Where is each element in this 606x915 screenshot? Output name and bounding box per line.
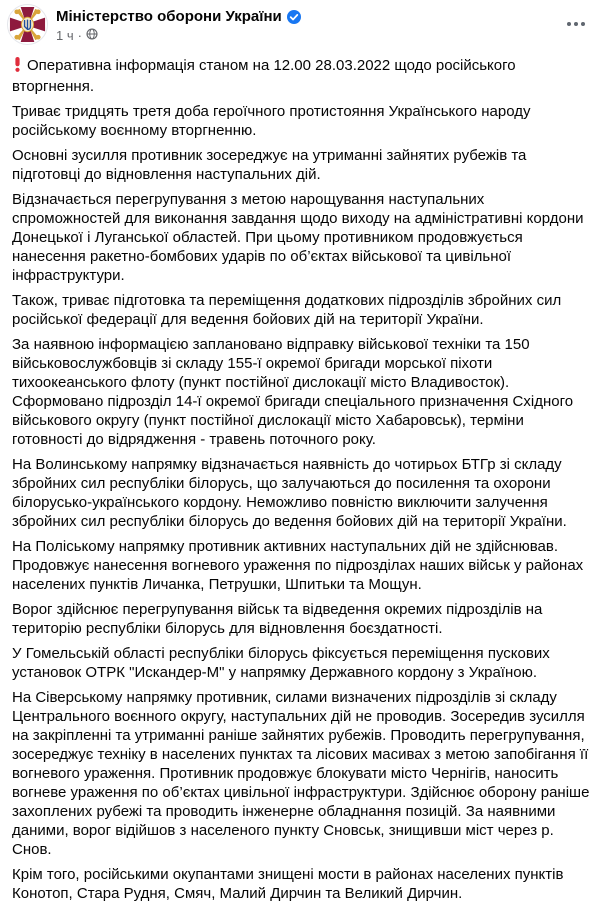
globe-icon — [86, 28, 98, 44]
post-body — [0, 47, 606, 915]
post-paragraph: Основні зусилля противник зосереджує на утриманні зайнятих рубежів та підготовці до відновлення наступальних дій. — [12, 147, 527, 183]
name-row — [56, 4, 560, 26]
post-paragraph: На Волинському напрямку відзначається наявність до чотирьох БТГр зі складу збройних сил республіки білорусь, що залучаються до посилення та охорони білорусько-українського кордону. Неможливо повністю виключити залучення збройних сил республіки білорусь до ведення бойових дій на території України. — [12, 456, 567, 530]
post-paragraph: Триває тридцять третя доба героїчного протистояння Українського народу російському воєнному вторгненню. — [12, 103, 531, 139]
post-paragraph: У Гомельській області республіки білорусь фіксується переміщення пускових установок ОТРК "Искандер-М" у напрямку Державного кордону з Україною. — [12, 645, 550, 681]
post-paragraph: За наявною інформацією заплановано відправку військової техніки та 150 військовослужбовців зі складу 155-ї окремої бригади морської піхоти тихоокеанського флоту (пункт постійної дислокації місто Владивосток). Сформовано підрозділ 14-ї окремої бригади спеціального призначення Східного військового округу (пункт постійної дислокації місто Хабаровськ), терміни готовності до відрядження - травень поточного року. — [12, 336, 574, 448]
post-paragraph: На Поліському напрямку противник активних наступальних дій не здійснював. Продовжує нанесення вогневого ураження по підрозділах наших військ у районах населених пунктів Личанка, Петрушки, Шпитьки та Мощун. — [12, 538, 584, 593]
post-paragraph-lead — [12, 56, 592, 96]
timestamp-link[interactable]: 1 ч — [56, 28, 74, 43]
three-dots-icon — [566, 21, 586, 27]
red-exclamation-icon — [12, 57, 23, 77]
meta-separator: · — [77, 28, 82, 43]
post-paragraph: Також, триває підготовка та переміщення додаткових підрозділів збройних сил російської федерації для ведення бойових дій на території України. — [12, 292, 562, 328]
post-paragraph: Відзначається перегрупування з метою нарощування наступальних спроможностей для виконання завдання щодо виходу на адміністративні кордони Донецької і Луганської областей. При цьому противником продовжується нанесення ракетно-бомбових ударів по об’єктах військової та цивільної інфраструктури. — [12, 191, 584, 284]
lead-text: Оперативна інформація станом на 12.00 28.03.2022 щодо російського вторгнення. — [12, 57, 516, 95]
header-text — [56, 4, 560, 44]
post-paragraph: На Сіверському напрямку противник, силами визначених підрозділів зі складу Центрального воєнного округу, наступальних дій не проводив. Зосередив зусилля на закріпленні та утриманні раніше зайнятих рубежів. Проводить перегрупування, зосереджує техніку в населених пунктах та лісових масивах з метою запобігання її вогневого ураження. Противник продовжує блокувати місто Чернігів, наносить вогневе ураження по об’єктах цивільної інфраструктури. Здійснює оборону раніше захоплених рубежі та проводить інженерне обладнання позицій. За наявними даними, ворог відійшов з населеного пункту Сновськ, знищивши міст через р. Снов. — [12, 689, 590, 858]
avatar[interactable] — [7, 4, 48, 45]
more-options-button[interactable] — [560, 6, 592, 36]
verified-badge-icon — [287, 10, 301, 24]
post-header — [0, 0, 606, 47]
ministry-emblem-icon — [8, 5, 47, 44]
post-paragraph: Крім того, російськими окупантами знищені мости в районах населених пунктів Конотоп, Стара Рудня, Смяч, Малий Дирчин та Великий Дирчин. — [12, 866, 564, 902]
page-name-link[interactable]: Міністерство оборони України — [56, 8, 282, 25]
meta-row — [56, 28, 560, 44]
post-paragraph: Ворог здійснює перегрупування військ та відведення окремих підрозділів на територію республіки білорусь для відновлення боєздатності. — [12, 601, 543, 637]
